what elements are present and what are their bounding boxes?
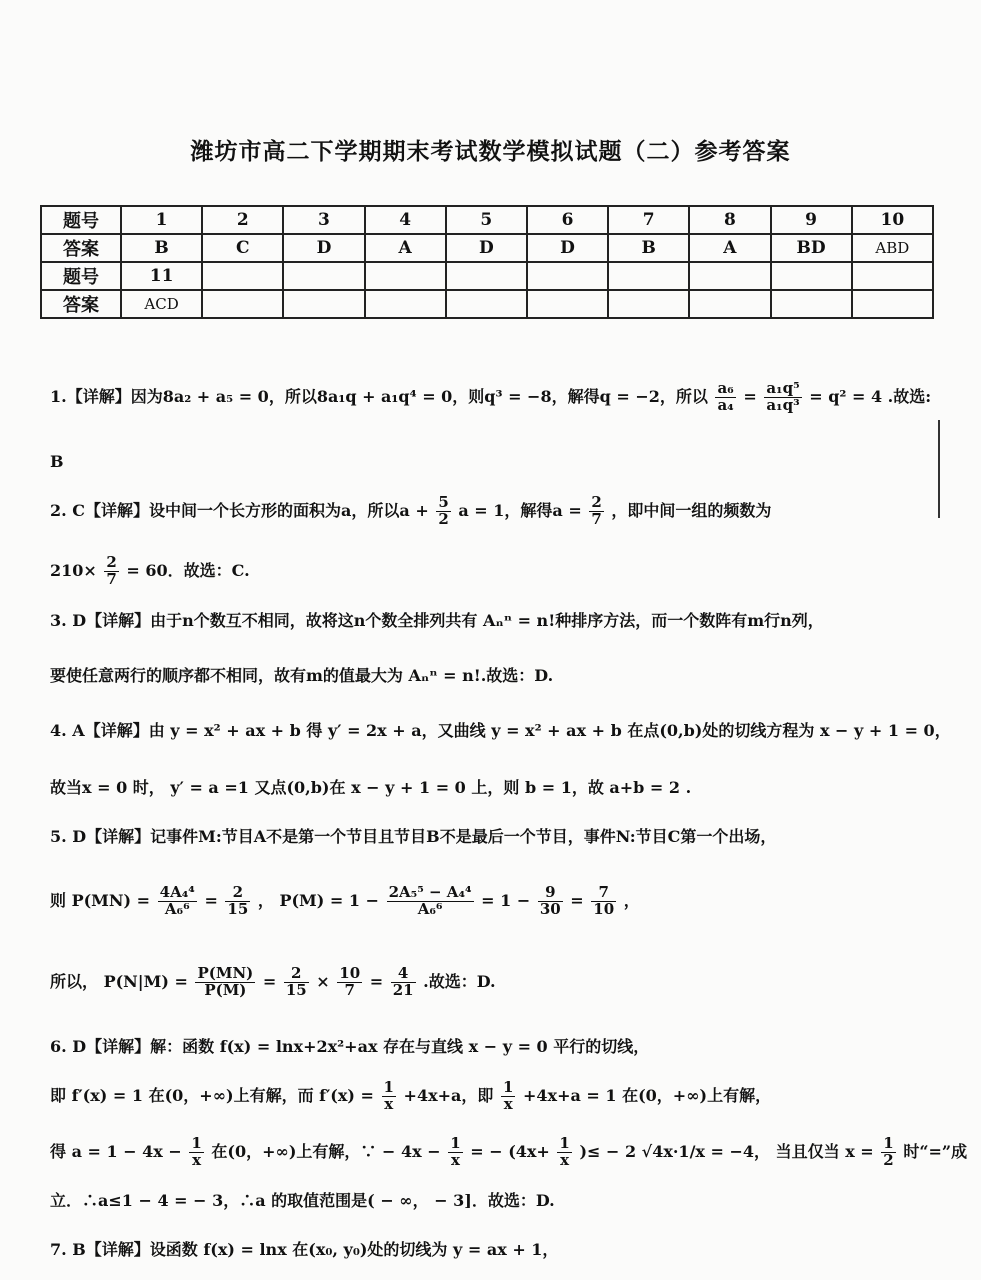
numerator: 2 xyxy=(106,553,117,571)
fraction xyxy=(284,966,309,999)
times-sign: × xyxy=(316,971,330,991)
table-cell xyxy=(527,290,608,318)
margin-line xyxy=(938,420,940,518)
numerator: 1 xyxy=(502,1078,514,1096)
q6-text-b3: +4x+a = 1 在(0，+∞)上有解， xyxy=(523,1085,772,1105)
numerator: 7 xyxy=(591,885,616,902)
denominator: x xyxy=(192,1150,202,1169)
table-cell: B xyxy=(121,234,202,262)
fraction xyxy=(881,1136,895,1169)
table-cell: D xyxy=(446,234,527,262)
denominator: 30 xyxy=(539,899,561,918)
denominator: A₆⁶ xyxy=(164,899,190,918)
q6-text-c2: 在(0，+∞)上有解，∵ − 4x − xyxy=(211,1141,441,1161)
fraction xyxy=(225,885,250,918)
table-cell: A xyxy=(689,234,770,262)
table-row xyxy=(41,290,933,318)
equals-sign: = xyxy=(570,890,584,910)
table-cell: ACD xyxy=(121,290,202,318)
q4-line2: 故当x = 0 时， y′ = a =1 又点(0,b)在 x − y + 1 = 0 上，则 b = 1，故 a+b = 2 . xyxy=(50,778,692,797)
table-cell: D xyxy=(527,234,608,262)
numerator: P(MN) xyxy=(197,964,254,982)
q5-text-b2: ， P(M) = 1 − xyxy=(257,890,379,910)
q6-line1: 6. D【详解】解：函数 f(x) = lnx+2x²+ax 存在与直线 x − y = 0 平行的切线， xyxy=(50,1037,650,1056)
q5-line1: 5. D【详解】记事件M:节目A不是第一个节目且节目B不是最后一个节目，事件N:节目C第一个出场， xyxy=(50,827,777,846)
table-cell: 1 xyxy=(121,206,202,234)
denominator: 15 xyxy=(227,899,249,918)
q4-line1: 4. A【详解】由 y = x² + ax + b 得 y′ = 2x + a，又曲线 y = x² + ax + b 在点(0,b)处的切线方程为 x − y + 1 = 0， xyxy=(50,721,951,740)
table-cell xyxy=(365,290,446,318)
q2-text-a: 2. C【详解】设中间一个长方形的面积为a，所以a + xyxy=(50,500,429,520)
denominator: 10 xyxy=(593,899,615,918)
denominator: A₆⁶ xyxy=(417,899,443,918)
fraction xyxy=(382,1080,396,1113)
table-cell xyxy=(852,290,933,318)
table-cell: 8 xyxy=(689,206,770,234)
denominator: 7 xyxy=(344,980,355,999)
denominator: 2 xyxy=(438,509,449,528)
fraction xyxy=(104,555,118,588)
numerator: 10 xyxy=(339,964,361,982)
q6-text-c5: = −4， 当且仅当 x = xyxy=(710,1141,874,1161)
table-cell: 7 xyxy=(608,206,689,234)
denominator: a₁q³ xyxy=(766,395,800,414)
denominator: x xyxy=(384,1094,394,1113)
denominator: a₄ xyxy=(717,395,734,414)
denominator: x xyxy=(503,1094,513,1113)
numerator: 1 xyxy=(191,1134,202,1152)
q2-line1 xyxy=(50,495,771,528)
q2-text-b: a = 1，解得a = xyxy=(458,500,582,520)
table-cell xyxy=(608,290,689,318)
fraction xyxy=(158,885,197,918)
table-cell xyxy=(689,290,770,318)
table-row xyxy=(41,206,933,234)
fraction xyxy=(538,885,563,918)
numerator: 1 xyxy=(883,1134,894,1152)
table-cell: 5 xyxy=(446,206,527,234)
fraction xyxy=(337,966,362,999)
q3-line2: 要使任意两行的顺序都不相同，故有m的值最大为 Aₙⁿ = n!.故选：D. xyxy=(50,666,554,685)
table-cell xyxy=(527,262,608,290)
q6-text-b2: +4x+a，即 xyxy=(403,1085,494,1105)
table-row xyxy=(41,262,933,290)
q5-text-b1: 则 P(MN) = xyxy=(50,890,151,910)
table-cell: 6 xyxy=(527,206,608,234)
fraction xyxy=(557,1136,571,1169)
q5-text-b4: ， xyxy=(623,890,640,910)
numerator: 4 xyxy=(391,966,416,983)
q7-line1: 7. B【详解】设函数 f(x) = lnx 在(x₀, y₀)处的切线为 y = ax + 1， xyxy=(50,1240,559,1259)
q5-text-c2: .故选：D. xyxy=(423,971,496,991)
table-cell: D xyxy=(283,234,364,262)
q1-line2: B xyxy=(50,452,64,471)
table-row xyxy=(41,234,933,262)
table-cell: 9 xyxy=(771,206,852,234)
table-cell: C xyxy=(202,234,283,262)
answer-table xyxy=(40,205,934,319)
q5-text-c1: 所以， P(N|M) = xyxy=(50,971,188,991)
table-cell xyxy=(202,290,283,318)
numerator: 2 xyxy=(284,966,309,983)
q6-line4: 立．∴a≤1 − 4 = − 3，∴a 的取值范围是( − ∞， − 3]．故选：D. xyxy=(50,1191,555,1210)
fraction xyxy=(189,1136,203,1169)
numerator: 2 xyxy=(591,493,602,511)
table-cell: 4 xyxy=(365,206,446,234)
fraction xyxy=(391,966,416,999)
fraction xyxy=(501,1080,515,1113)
q1-line1 xyxy=(50,381,931,414)
q2-line2 xyxy=(50,555,250,588)
fraction xyxy=(195,966,255,999)
denominator: 7 xyxy=(106,569,117,588)
q6-text-c6: 时“=”成 xyxy=(903,1141,968,1161)
table-cell xyxy=(771,290,852,318)
q5-text-b3: = 1 − xyxy=(481,890,531,910)
numerator: 9 xyxy=(538,885,563,902)
q6-text-c3: = − (4x+ xyxy=(470,1141,550,1161)
denominator: 7 xyxy=(591,509,602,528)
table-cell: B xyxy=(608,234,689,262)
table-cell: ABD xyxy=(852,234,933,262)
table-cell xyxy=(608,262,689,290)
fraction xyxy=(448,1136,462,1169)
numerator: 5 xyxy=(438,493,449,511)
denominator: x xyxy=(450,1150,460,1169)
table-cell xyxy=(446,290,527,318)
q5-line3 xyxy=(50,966,496,999)
table-cell xyxy=(283,290,364,318)
q1-text-a: 1.【详解】因为8a₂ + a₅ = 0，所以8a₁q + a₁q⁴ = 0，则q³ = −8，解得q = −2，所以 xyxy=(50,386,708,406)
equals-sign: = xyxy=(262,971,277,991)
denominator: 2 xyxy=(883,1150,894,1169)
table-cell: 2 xyxy=(202,206,283,234)
q5-line2 xyxy=(50,885,640,918)
fraction xyxy=(715,381,735,414)
numerator: a₆ xyxy=(717,379,734,397)
q6-line3 xyxy=(50,1136,967,1169)
fraction xyxy=(387,885,474,918)
q2-text-e: = 60．故选：C. xyxy=(126,560,250,580)
q6-text-c4: )≤ − 2 xyxy=(579,1141,637,1161)
table-cell xyxy=(446,262,527,290)
denominator: 15 xyxy=(285,980,307,999)
numerator: 1 xyxy=(450,1134,461,1152)
fraction xyxy=(436,495,450,528)
fraction xyxy=(589,495,603,528)
fraction xyxy=(764,381,801,414)
numerator: 4A₄⁴ xyxy=(159,883,195,901)
table-cell: 10 xyxy=(852,206,933,234)
equals-sign: = xyxy=(204,890,218,910)
q6-text-c1: 得 a = 1 − 4x − xyxy=(50,1141,182,1161)
table-cell xyxy=(365,262,446,290)
q6-line2 xyxy=(50,1080,771,1113)
table-cell xyxy=(771,262,852,290)
q2-text-d: 210× xyxy=(50,560,97,580)
row-header: 题号 xyxy=(41,206,121,234)
row-header: 答案 xyxy=(41,234,121,262)
table-cell: BD xyxy=(771,234,852,262)
q2-text-c: ，即中间一组的频数为 xyxy=(611,500,772,520)
q1-text-b: = q² = 4 .故选: xyxy=(809,386,932,406)
denominator: 21 xyxy=(392,980,414,999)
q6-text-b1: 即 f′(x) = 1 在(0，+∞)上有解，而 f′(x) = xyxy=(50,1085,374,1105)
equals-sign: = xyxy=(369,971,384,991)
table-cell: 3 xyxy=(283,206,364,234)
numerator: 2 xyxy=(225,885,250,902)
numerator: 1 xyxy=(383,1078,394,1096)
row-header: 答案 xyxy=(41,290,121,318)
table-cell xyxy=(852,262,933,290)
numerator: a₁q⁵ xyxy=(766,379,800,397)
equals-sign: = xyxy=(743,386,757,406)
sqrt-expression: √4x·1/x xyxy=(641,1141,705,1161)
table-cell: 11 xyxy=(121,262,202,290)
table-cell xyxy=(689,262,770,290)
table-cell xyxy=(202,262,283,290)
fraction xyxy=(591,885,616,918)
q3-line1: 3. D【详解】由于n个数互不相同，故将这n个数全排列共有 Aₙⁿ = n!种排序方法，而一个数阵有m行n列， xyxy=(50,611,824,630)
numerator: 1 xyxy=(559,1134,570,1152)
denominator: P(M) xyxy=(204,980,247,999)
table-cell: A xyxy=(365,234,446,262)
page-title: 潍坊市高二下学期期末考试数学模拟试题（二）参考答案 xyxy=(190,139,791,165)
denominator: x xyxy=(560,1150,570,1169)
table-cell xyxy=(283,262,364,290)
numerator: 2A₅⁵ − A₄⁴ xyxy=(388,883,472,901)
row-header: 题号 xyxy=(41,262,121,290)
